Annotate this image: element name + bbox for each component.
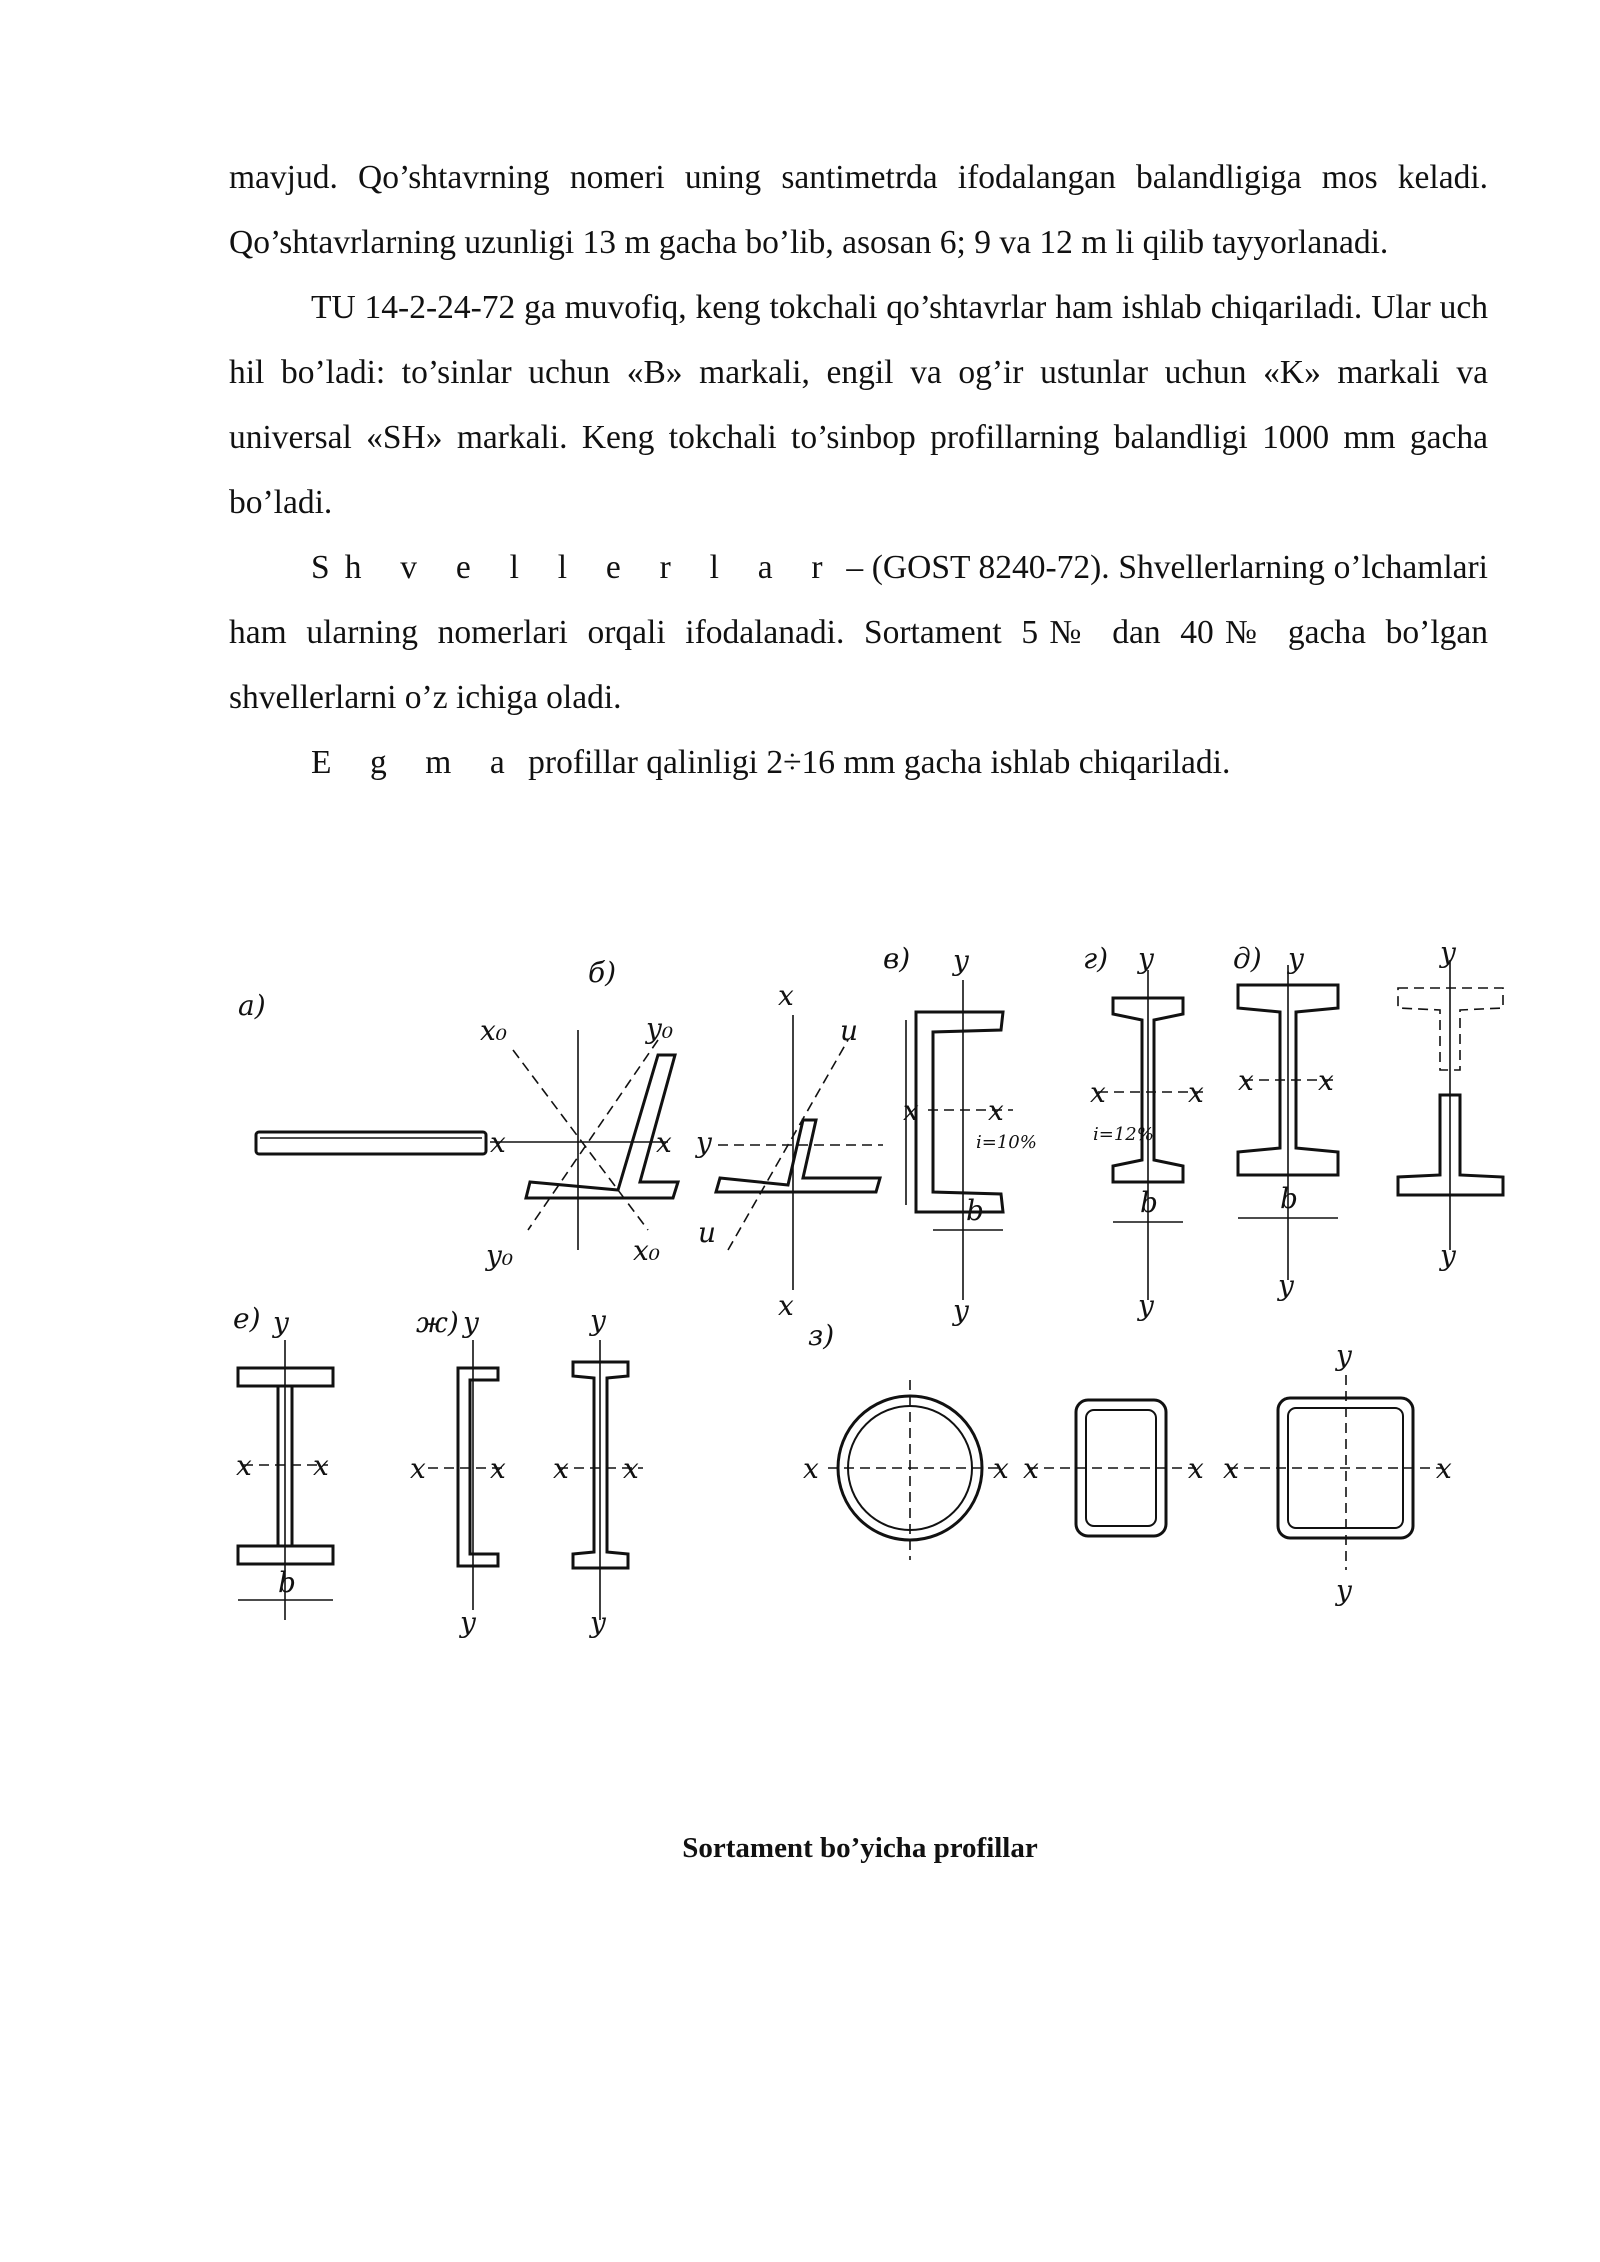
label-y: y: [1336, 1339, 1352, 1372]
round-tube-profile: [803, 1319, 1009, 1560]
label-v: в): [883, 942, 911, 975]
profiles-figure: [228, 920, 1528, 1660]
label-x: x: [656, 1126, 672, 1159]
label-u: u: [840, 1014, 859, 1047]
label-x: x: [1090, 1076, 1106, 1109]
label-x: x: [1188, 1452, 1204, 1485]
tee-profile: [1398, 936, 1503, 1272]
label-y: y: [1336, 1574, 1352, 1607]
label-x: x: [778, 979, 794, 1012]
body-text: [229, 145, 1488, 795]
label-y: y: [1440, 936, 1456, 969]
unequal-angle-profile: [694, 979, 883, 1322]
i-beam-profile: [1083, 942, 1204, 1322]
label-x: x: [1436, 1452, 1452, 1485]
label-x0: x₀: [480, 1014, 508, 1047]
label-x: x: [803, 1452, 819, 1485]
label-x: x: [313, 1449, 329, 1482]
label-y: y: [1138, 942, 1154, 975]
label-d: д): [1233, 942, 1262, 975]
label-b-dim: b: [1280, 1182, 1298, 1215]
profiles-drawing: [228, 920, 1528, 1660]
label-x: x: [778, 1289, 794, 1322]
label-x: x: [490, 1126, 506, 1159]
label-y: y: [273, 1306, 289, 1339]
label-b-dim: b: [1140, 1186, 1158, 1219]
channel-profile: [883, 942, 1037, 1327]
paragraph-4-text: profillar qalinligi 2÷16 mm gacha ishlab chiqariladi.: [519, 744, 1231, 781]
label-x: x: [623, 1452, 639, 1485]
paragraph-2: TU 14-2-24-72 ga muvofiq, keng tokchali qo’shtavrlar ham ishlab chiqariladi. Ular uch hil bo’ladi: to’sinlar uchun «B» markali, engil va og’ir ustunlar uchun «K» markali va universal «SH» markali. Keng tokchali to’sinbop profillarning balandligi 1000 mm gacha bo’ladi.: [229, 289, 1488, 521]
welded-i-section: [233, 1302, 333, 1620]
label-x: x: [1223, 1452, 1239, 1485]
label-y: y: [460, 1606, 476, 1639]
paragraph-1: mavjud. Qo’shtavrning nomeri uning santimetrda ifodalangan balandligiga mos keladi. Qo’shtavrlarning uzunligi 13 m gacha bo’lib, asosan 6; 9 va 12 m li qilib tayyorlanadi.: [229, 159, 1488, 261]
figure-caption: Sortament bo’yicha profillar: [682, 1832, 1038, 1864]
label-x: x: [490, 1452, 506, 1485]
label-y0: y₀: [486, 1239, 514, 1272]
label-y: y: [1440, 1239, 1456, 1272]
label-b-dim: b: [278, 1566, 296, 1599]
flat-bar-profile: [238, 989, 506, 1159]
label-y: y: [696, 1126, 712, 1159]
label-b-dim: b: [966, 1194, 984, 1227]
bent-profiles: [410, 1304, 643, 1639]
label-y: y: [1278, 1269, 1294, 1302]
label-x: x: [236, 1449, 252, 1482]
label-z: з): [808, 1319, 835, 1352]
paragraph-4: [229, 730, 1488, 795]
shvellerlar-term: Sh v e l l e r l a r: [311, 549, 838, 586]
paragraph-3: [229, 535, 1488, 730]
label-y0: y₀: [646, 1012, 674, 1045]
label-y: y: [953, 944, 969, 977]
label-y: y: [953, 1294, 969, 1327]
label-x: x: [1318, 1064, 1334, 1097]
equal-angle-profile: [480, 956, 678, 1272]
label-b: б): [588, 956, 617, 989]
label-x: x: [988, 1094, 1004, 1127]
paragraph-3-text: – (GOST 8240-72). Shvellerlarning o’lchamlari ham ularning nomerlari orqali ifodalanadi. Sortament 5№ dan 40№ gacha bo’lgan shvellerlarni o’z ichiga oladi.: [229, 549, 1488, 716]
label-x: x: [1188, 1076, 1204, 1109]
label-y: y: [590, 1606, 606, 1639]
label-x: x: [993, 1452, 1009, 1485]
egma-term: E g m a: [311, 744, 520, 781]
square-tube-profile: [1023, 1400, 1204, 1536]
label-u: u: [698, 1216, 717, 1249]
label-e: е): [233, 1302, 261, 1335]
label-y: y: [463, 1306, 479, 1339]
slope-label-g: i=12%: [1093, 1124, 1154, 1145]
wide-flange-profile: [1233, 942, 1338, 1302]
label-x: x: [553, 1452, 569, 1485]
slope-label-v: i=10%: [976, 1132, 1037, 1153]
rectangular-tube-profile: [1223, 1339, 1452, 1607]
label-y: y: [1138, 1289, 1154, 1322]
label-x: x: [903, 1094, 919, 1127]
label-zh: ж): [416, 1306, 459, 1339]
label-x: x: [1023, 1452, 1039, 1485]
label-g: г): [1083, 942, 1109, 975]
label-y: y: [590, 1304, 606, 1337]
label-x0: x₀: [633, 1234, 661, 1267]
label-y: y: [1288, 942, 1304, 975]
label-x: x: [1238, 1064, 1254, 1097]
label-x: x: [410, 1452, 426, 1485]
label-a: а): [238, 989, 266, 1022]
